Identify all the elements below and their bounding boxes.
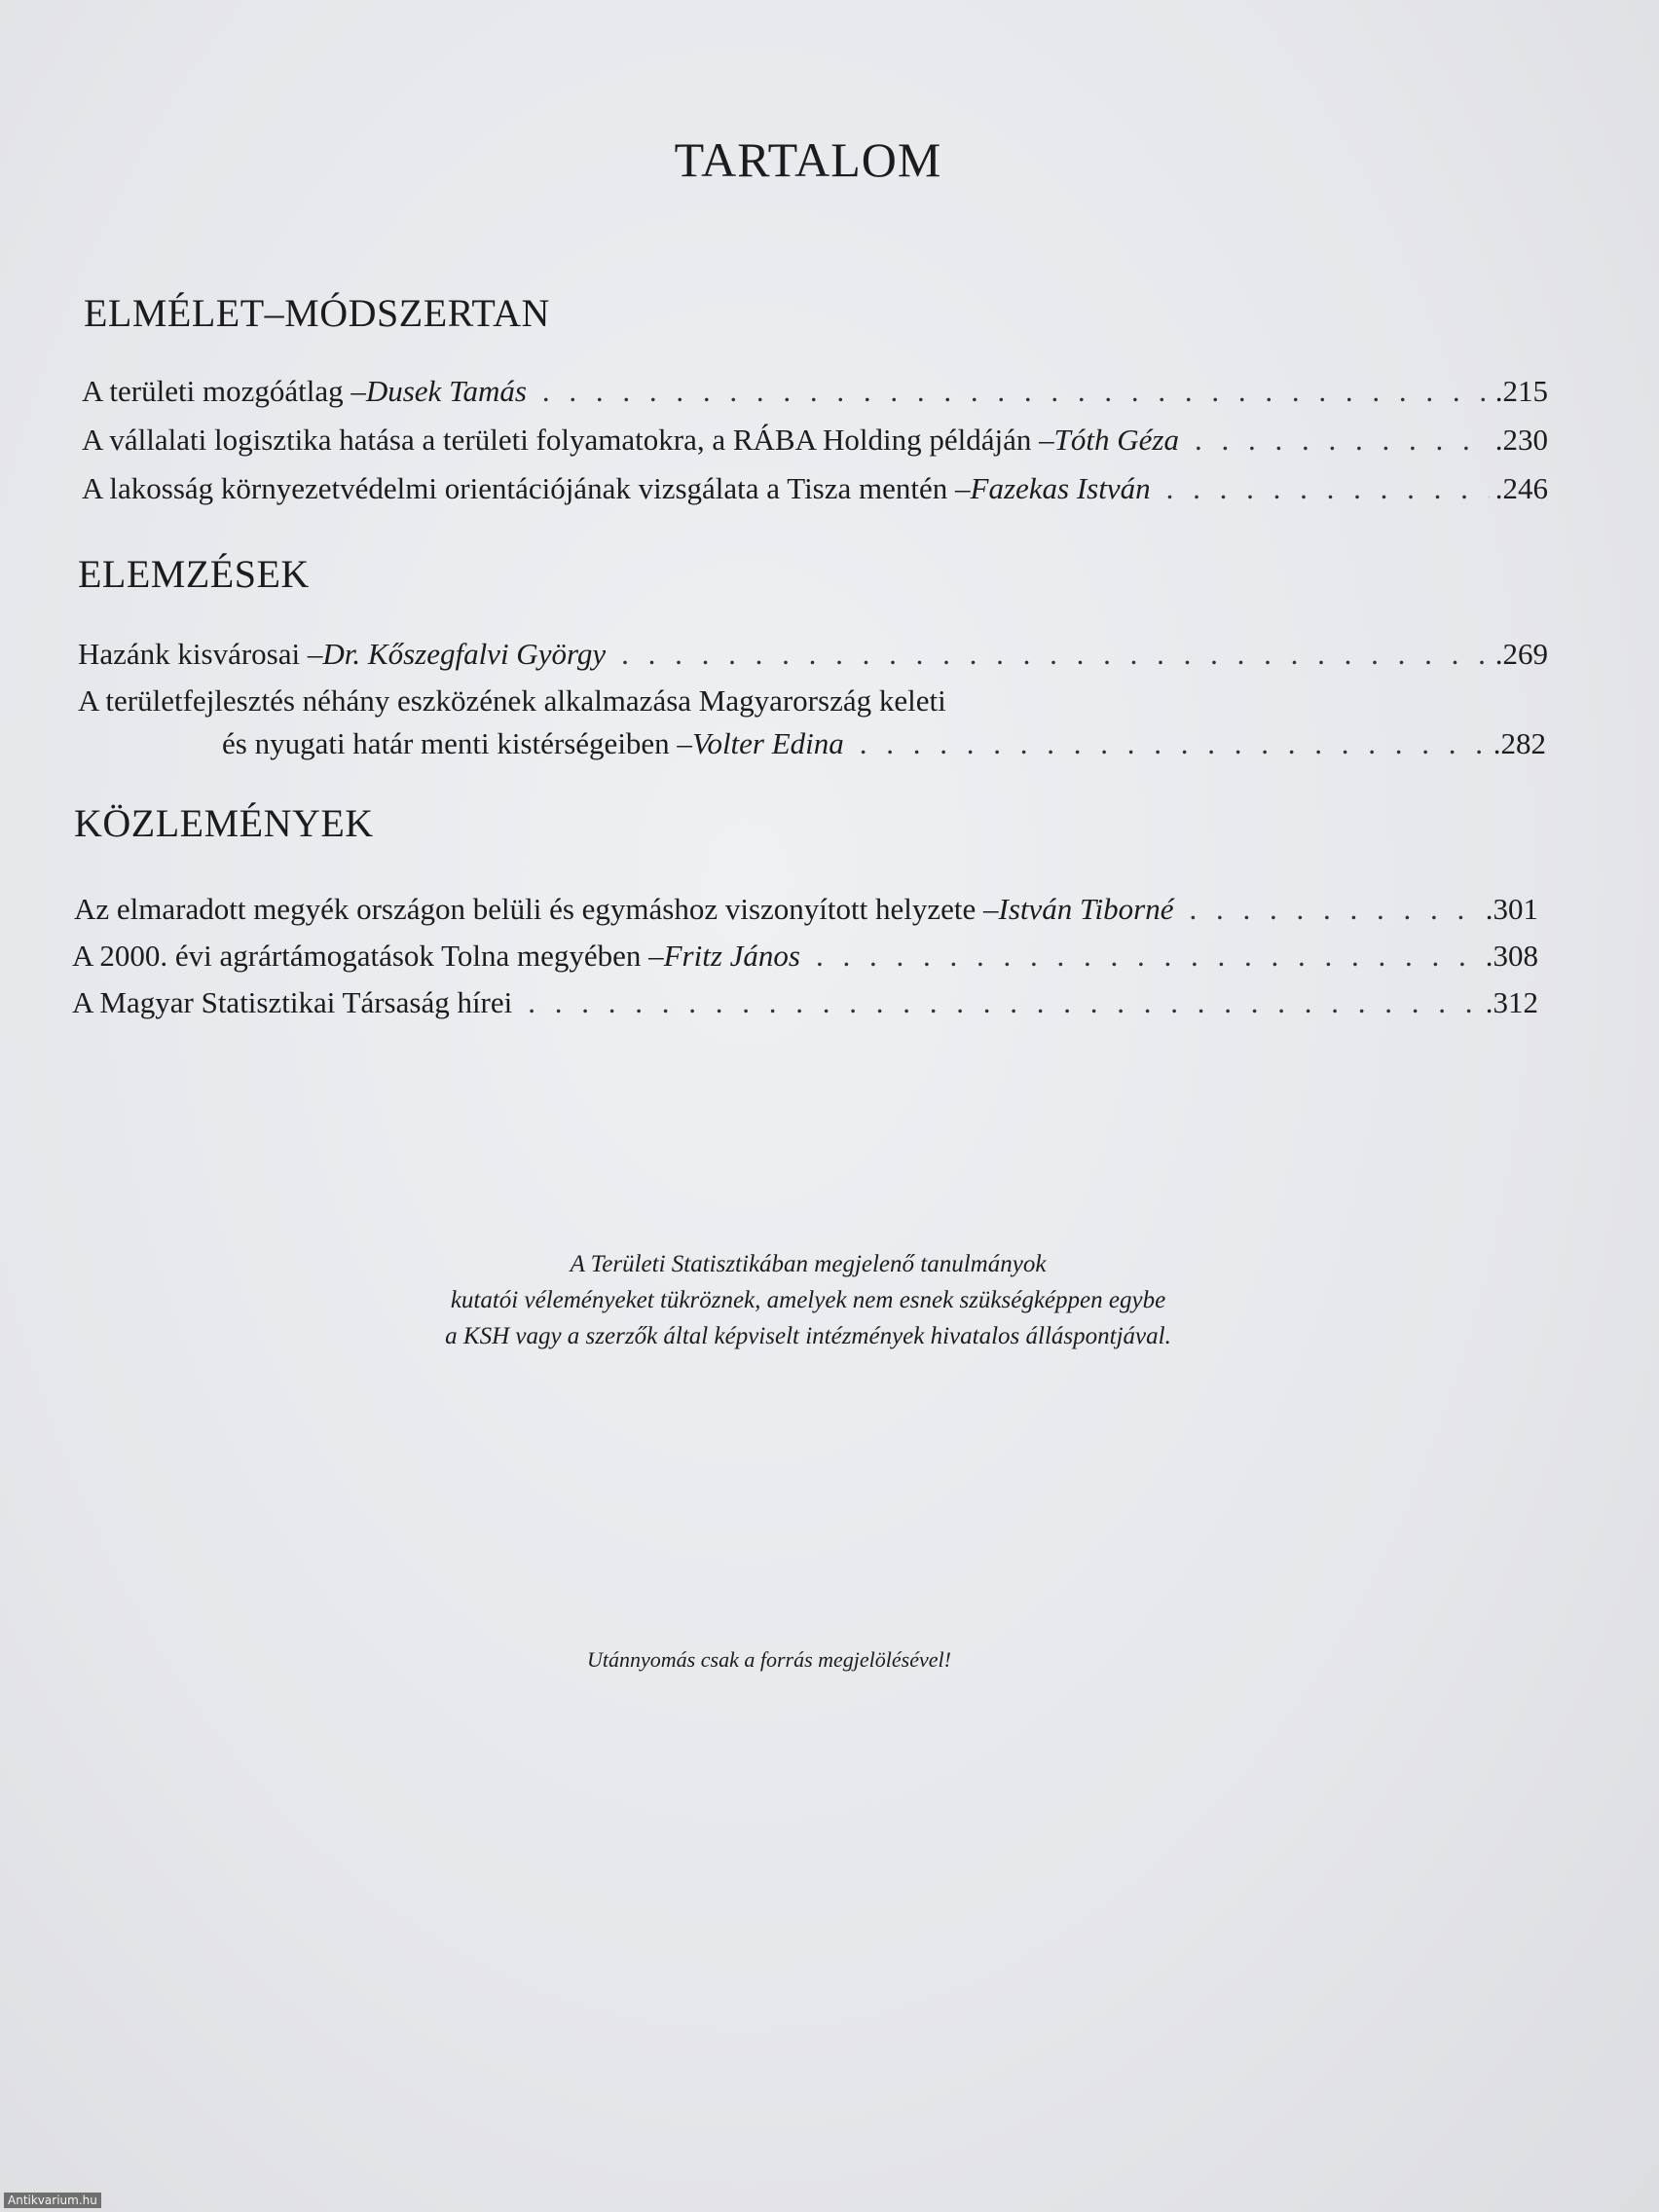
dot-leader bbox=[816, 939, 1480, 974]
toc-entry[interactable] bbox=[82, 471, 1548, 506]
section-heading-kozlemenyek: KÖZLEMÉNYEK bbox=[74, 801, 374, 845]
toc-entry[interactable] bbox=[222, 726, 1546, 761]
disclaimer-text bbox=[292, 1246, 1324, 1354]
entry-page-number: .215 bbox=[1494, 374, 1548, 408]
toc-entry[interactable] bbox=[72, 985, 1538, 1020]
entry-page-number: .308 bbox=[1485, 939, 1538, 973]
toc-entry[interactable] bbox=[78, 637, 1548, 672]
entry-title: A lakosság környezetvédelmi orientációjának vizsgálata a Tisza mentén – bbox=[82, 471, 971, 505]
entry-title-line-1: A területfejlesztés néhány eszközének alkalmazása Magyarország keleti bbox=[78, 683, 946, 718]
watermark-logo: Antikvarium.hu bbox=[4, 2193, 101, 2208]
entry-title: A területi mozgóátlag – bbox=[82, 374, 366, 408]
dot-leader bbox=[621, 637, 1490, 672]
reproduction-note: Utánnyomás csak a forrás megjelölésével! bbox=[587, 1647, 951, 1672]
disclaimer-line: kutatói véleményeket tükröznek, amelyek nem esnek szükségképpen egybe bbox=[450, 1287, 1166, 1313]
entry-author: Dr. Kőszegfalvi György bbox=[322, 637, 607, 671]
disclaimer-line: A Területi Statisztikában megjelenő tanulmányok bbox=[570, 1251, 1047, 1277]
dot-leader bbox=[1190, 892, 1480, 927]
dot-leader bbox=[542, 374, 1490, 409]
dot-leader bbox=[528, 985, 1479, 1020]
dot-leader bbox=[860, 726, 1488, 761]
toc-entry[interactable] bbox=[74, 892, 1538, 927]
entry-title: és nyugati határ menti kistérségeiben – bbox=[222, 726, 692, 760]
entry-author: István Tiborné bbox=[998, 892, 1174, 926]
entry-page-number: .301 bbox=[1485, 892, 1538, 926]
toc-entry[interactable] bbox=[82, 423, 1548, 458]
section-heading-elmelet-modszertan: ELMÉLET–MÓDSZERTAN bbox=[84, 291, 550, 335]
entry-page-number: .230 bbox=[1494, 423, 1548, 457]
section-heading-elemzesek: ELEMZÉSEK bbox=[78, 552, 310, 596]
page-title: TARTALOM bbox=[674, 132, 942, 187]
dot-leader bbox=[1195, 423, 1490, 458]
toc-entry[interactable] bbox=[72, 939, 1538, 974]
entry-page-number: .312 bbox=[1485, 985, 1538, 1019]
entry-page-number: .282 bbox=[1493, 726, 1546, 760]
toc-entry[interactable] bbox=[82, 374, 1548, 409]
entry-page-number: .246 bbox=[1494, 471, 1548, 505]
entry-title: A 2000. évi agrártámogatások Tolna megyében – bbox=[72, 939, 664, 973]
entry-author: Fritz János bbox=[663, 939, 800, 973]
entry-author: Dusek Tamás bbox=[365, 374, 527, 408]
entry-page-number: .269 bbox=[1494, 637, 1548, 671]
entry-author: Fazekas István bbox=[970, 471, 1151, 505]
entry-title: Hazánk kisvárosai – bbox=[78, 637, 323, 671]
disclaimer-line: a KSH vagy a szerzők által képviselt intézmények hivatalos álláspontjával. bbox=[445, 1323, 1171, 1349]
entry-title: A Magyar Statisztikai Társaság hírei bbox=[72, 985, 513, 1019]
entry-author: Tóth Géza bbox=[1053, 423, 1179, 457]
dot-leader bbox=[1166, 471, 1490, 506]
entry-title: Az elmaradott megyék országon belüli és egymáshoz viszonyított helyzete – bbox=[74, 892, 999, 926]
entry-title: A vállalati logisztika hatása a területi folyamatokra, a RÁBA Holding példáján – bbox=[82, 423, 1054, 457]
entry-author: Volter Edina bbox=[691, 726, 844, 760]
